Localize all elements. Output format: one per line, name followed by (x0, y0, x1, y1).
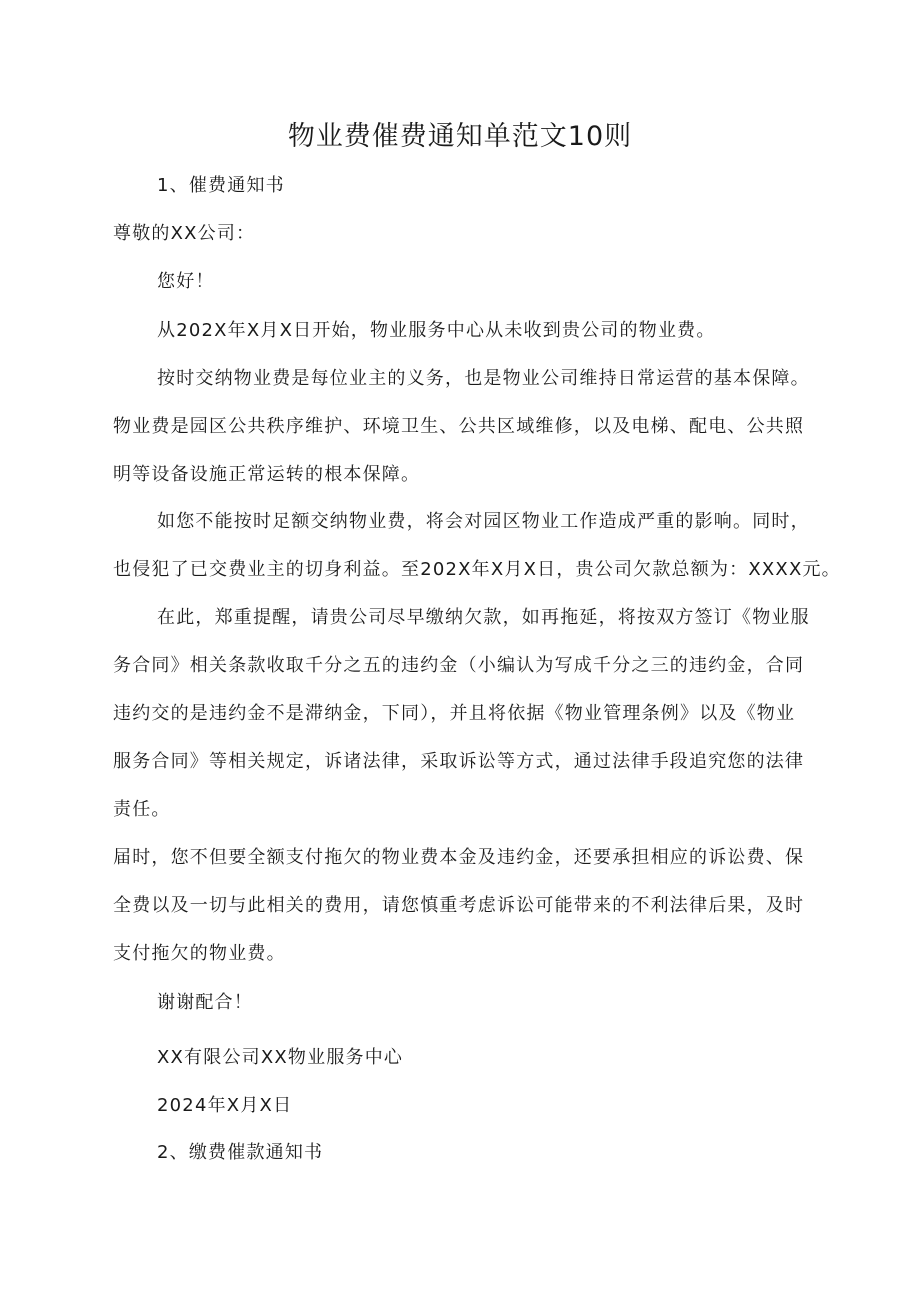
paragraph-consequence-line: 全费以及一切与此相关的费用，请您慎重考虑诉讼可能带来的不利法律后果，及时 (113, 895, 805, 916)
document-title: 物业费催费通知单范文10则 (287, 121, 633, 152)
paragraph-reminder-line: 务合同》相关条款收取千分之五的违约金（小编认为写成千分之三的违约金，合同 (113, 655, 805, 676)
paragraph-impact-line: 如您不能按时足额交纳物业费，将会对园区物业工作造成严重的影响。同时， (157, 511, 810, 532)
signature-date: 2024年X月X日 (157, 1095, 293, 1116)
paragraph-impact-line: 也侵犯了已交费业主的切身利益。至202X年X月X日，贵公司欠款总额为：XXXX元。 (113, 559, 841, 580)
paragraph-reminder-line: 责任。 (113, 799, 171, 820)
paragraph-duty (113, 355, 837, 499)
paragraph-reminder (113, 594, 837, 834)
paragraph-duty-line: 物业费是园区公共秩序维护、环境卫生、公共区域维修，以及电梯、配电、公共照 (113, 416, 805, 437)
salutation: 尊敬的XX公司： (113, 223, 256, 244)
paragraph-consequence (113, 834, 837, 978)
thanks-line: 谢谢配合！ (157, 992, 253, 1013)
paragraph-reminder-line: 在此，郑重提醒，请贵公司尽早缴纳欠款，如再拖延，将按双方签订《物业服 (157, 607, 810, 628)
paragraph-duty-line: 按时交纳物业费是每位业主的义务，也是物业公司维持日常运营的基本保障。 (157, 368, 810, 389)
paragraph-impact (113, 498, 841, 594)
section-1-heading: 1、催费通知书 (157, 175, 285, 196)
signature-org: XX有限公司XX物业服务中心 (157, 1047, 404, 1068)
paragraph-consequence-line: 届时，您不但要全额支付拖欠的物业费本金及违约金，还要承担相应的诉讼费、保 (113, 847, 805, 868)
greeting: 您好！ (157, 271, 215, 292)
section-2-heading: 2、缴费催款通知书 (157, 1142, 324, 1163)
paragraph-consequence-line: 支付拖欠的物业费。 (113, 943, 286, 964)
paragraph-duty-line: 明等设备设施正常运转的根本保障。 (113, 464, 421, 485)
paragraph-reminder-line: 服务合同》等相关规定，诉诸法律，采取诉讼等方式，通过法律手段追究您的法律 (113, 751, 805, 772)
paragraph-reminder-line: 违约交的是违约金不是滞纳金，下同），并且将依据《物业管理条例》以及《物业 (113, 703, 796, 724)
paragraph-start-date: 从202X年X月X日开始，物业服务中心从未收到贵公司的物业费。 (157, 320, 716, 341)
